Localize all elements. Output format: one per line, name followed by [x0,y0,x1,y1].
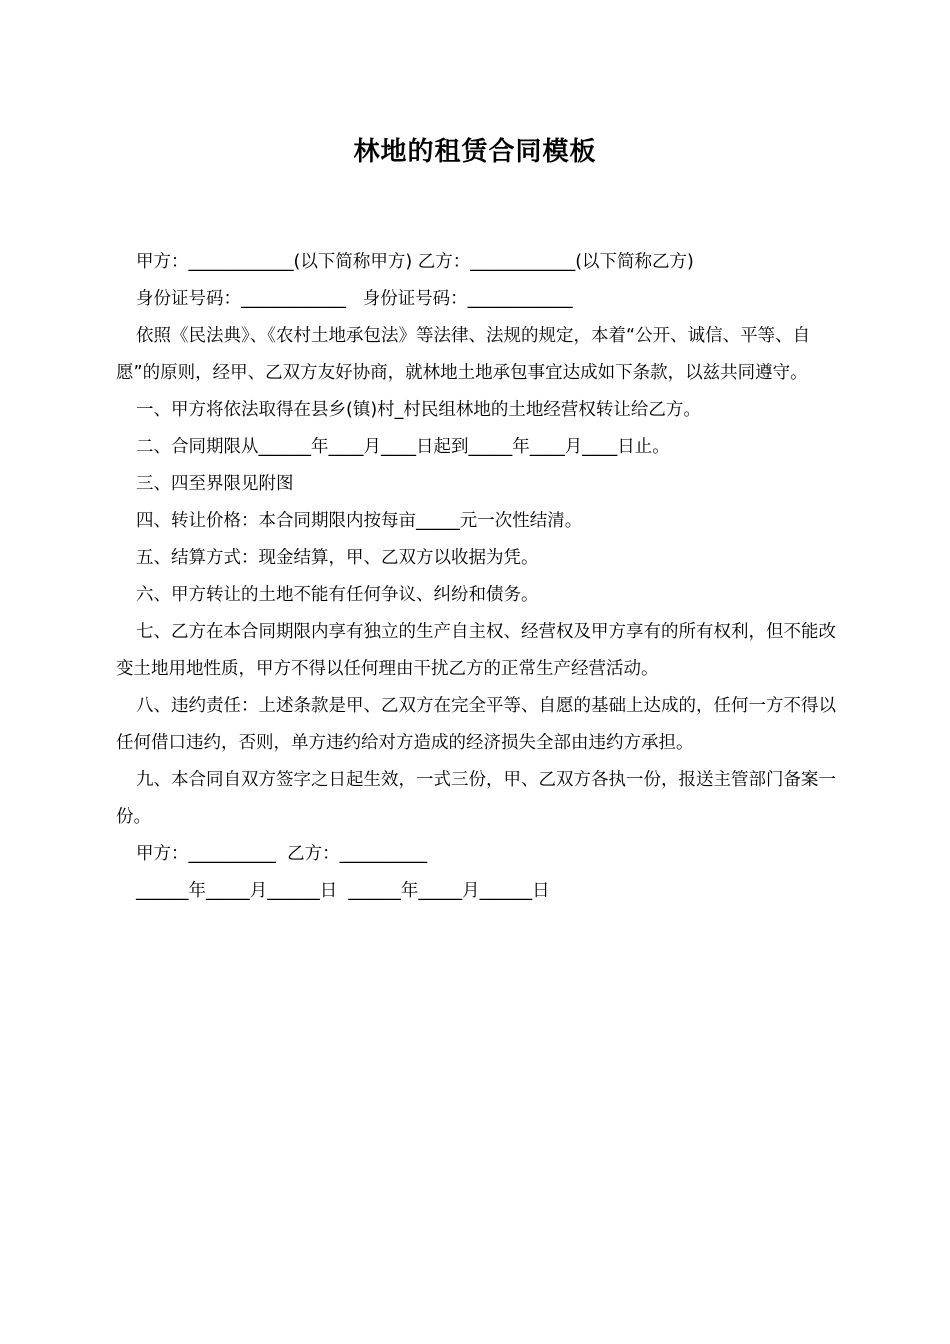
clause-1: 一、甲方将依法取得在县乡(镇)村_村民组林地的土地经营权转让给乙方。 [136,400,701,420]
signature-line: 甲方：__________ 乙方：__________ [136,844,428,864]
clause-6: 六、甲方转让的土地不能有任何争议、纠纷和债务。 [136,585,539,605]
document-body [116,244,836,910]
party-line: 甲方：____________(以下简称甲方) 乙方：____________(以下简称乙方) [136,252,694,272]
clause-4: 四、转让价格：本合同期限内按每亩_____元一次性结清。 [136,511,583,531]
clause-2: 二、合同期限从______年____月____日起到_____年____月____日止。 [136,437,670,457]
clause-5: 五、结算方式：现金结算，甲、乙双方以收据为凭。 [136,548,539,568]
clause-3: 三、四至界限见附图 [136,474,294,494]
clause-7: 七、乙方在本合同期限内享有独立的生产自主权、经营权及甲方享有的所有权利，但不能改变土地用地性质，甲方不得以任何理由干扰乙方的正常生产经营活动。 [116,622,836,679]
id-number-line: 身份证号码：____________ 身份证号码：____________ [136,289,573,309]
date-line: ______年_____月______日 ______年_____月______日 [136,881,550,901]
document-title: 林地的租赁合同模板 [353,137,597,167]
clause-9: 九、本合同自双方签字之日起生效，一式三份，甲、乙双方各执一份，报送主管部门备案一份。 [116,770,836,827]
clause-8: 八、违约责任：上述条款是甲、乙双方在完全平等、自愿的基础上达成的，任何一方不得以任何借口违约，否则，单方违约给对方造成的经济损失全部由违约方承担。 [116,696,836,753]
preamble-paragraph: 依照《民法典》、《农村土地承包法》等法律、法规的规定，本着“公开、诚信、平等、自愿”的原则，经甲、乙双方友好协商，就林地土地承包事宜达成如下条款，以兹共同遵守。 [116,326,811,383]
